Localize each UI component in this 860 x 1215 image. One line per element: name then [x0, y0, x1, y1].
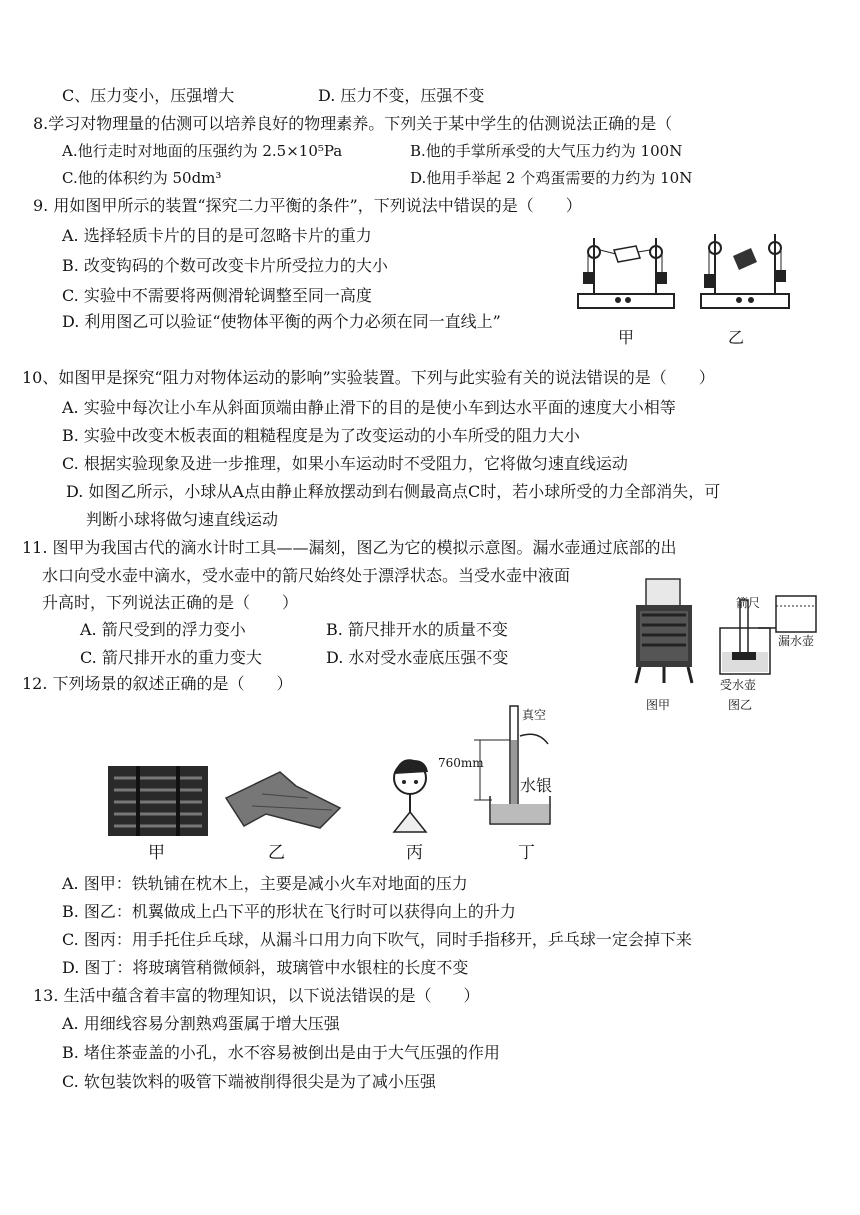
q13-stem: 13. 生活中蕴含着丰富的物理知识，以下说法错误的是（ ） [33, 986, 480, 1005]
q11-option-c: C. 箭尺排开水的重力变大 [80, 648, 262, 667]
q12-caption-yi: 乙 [268, 843, 285, 863]
q13-option-a: A. 用细线容易分割熟鸡蛋属于增大压强 [62, 1014, 340, 1033]
q12-label-height: 760mm [438, 756, 484, 770]
q12-label-mercury: 水银 [520, 776, 553, 795]
q12-figure-bing-funnel [380, 758, 444, 840]
q11-stem-line1: 11. 图甲为我国古代的滴水计时工具——漏刻，图乙为它的模拟示意图。漏水壶通过底部的出 [22, 538, 677, 557]
q9-option-c: C. 实验中不需要将两侧滑轮调整至同一高度 [62, 286, 372, 305]
q13-option-b: B. 堵住茶壶盖的小孔，水不容易被倒出是由于大气压强的作用 [62, 1043, 500, 1062]
q11-label-jianchi: 箭尺 [736, 596, 761, 610]
q12-option-b: B. 图乙：机翼做成上凸下平的形状在飞行时可以获得向上的升力 [62, 902, 516, 921]
q12-figure-jia-railway [108, 766, 208, 836]
q10-option-b: B. 实验中改变木板表面的粗糙程度是为了改变运动的小车所受的阻力大小 [62, 426, 580, 445]
q7-option-d: D. 压力不变，压强不变 [318, 86, 485, 105]
q9-option-a: A. 选择轻质卡片的目的是可忽略卡片的重力 [62, 226, 372, 245]
q11-label-shoushui: 受水壶 [720, 678, 757, 692]
q12-caption-ding: 丁 [518, 843, 535, 863]
q9-stem: 9. 用如图甲所示的装置“探究二力平衡的条件”，下列说法中错误的是（ ） [33, 196, 582, 215]
q8-stem: 8.学习对物理量的估测可以培养良好的物理素养。下列关于某中学生的估测说法正确的是（ [33, 114, 673, 133]
q10-stem: 10、如图甲是探究“阻力对物体运动的影响”实验装置。下列与此实验有关的说法错误的是（ ） [22, 368, 715, 387]
q12-figure-yi-wing [222, 768, 342, 838]
q11-figure-jia [630, 575, 700, 690]
q7-option-c: C、压力变小，压强增大 [62, 86, 235, 105]
q9-figure-jia [570, 228, 680, 320]
q10-option-d-line2: 判断小球将做匀速直线运动 [86, 510, 279, 529]
q10-option-c: C. 根据实验现象及进一步推理，如果小车运动时不受阻力，它将做匀速直线运动 [62, 454, 628, 473]
q10-option-a: A. 实验中每次让小车从斜面顶端由静止滑下的目的是使小车到达水平面的速度大小相等 [62, 398, 676, 417]
q12-stem: 12. 下列场景的叙述正确的是（ ） [22, 674, 293, 693]
q9-caption-yi: 乙 [728, 328, 745, 347]
q11-caption-yi: 图乙 [728, 698, 753, 712]
q13-option-c: C. 软包装饮料的吸管下端被削得很尖是为了减小压强 [62, 1072, 436, 1091]
q12-option-c: C. 图丙：用手托住乒乓球，从漏斗口用力向下吹气，同时手指移开，乒乓球一定会掉下来 [62, 930, 692, 949]
q12-label-vacuum: 真空 [522, 708, 547, 722]
q11-caption-jia: 图甲 [646, 698, 671, 712]
q12-caption-bing: 丙 [406, 843, 423, 863]
q12-option-d: D. 图丁：将玻璃管稍微倾斜，玻璃管中水银柱的长度不变 [62, 958, 469, 977]
q8-option-c: C.他的体积约为 50dm³ [62, 169, 222, 187]
q10-option-d-line1: D. 如图乙所示，小球从A点由静止释放摆动到右侧最高点C时，若小球所受的力全部消失，可 [66, 482, 721, 501]
q8-option-d: D.他用手举起 2 个鸡蛋需要的力约为 10N [410, 169, 693, 187]
q8-option-a: A.他行走时对地面的压强约为 2.5×10⁵Pa [62, 142, 343, 160]
q12-option-a: A. 图甲：铁轨铺在枕木上，主要是减小火车对地面的压力 [62, 874, 468, 893]
q9-figure-yi [695, 228, 795, 320]
q9-option-d: D. 利用图乙可以验证“使物体平衡的两个力必须在同一直线上” [62, 312, 501, 331]
q8-option-b: B.他的手掌所承受的大气压力约为 100N [410, 142, 683, 160]
q12-caption-jia: 甲 [148, 843, 165, 863]
q9-option-b: B. 改变钩码的个数可改变卡片所受拉力的大小 [62, 256, 388, 275]
q11-stem-line3: 升高时，下列说法正确的是（ ） [42, 593, 299, 612]
q11-option-b: B. 箭尺排开水的质量不变 [326, 620, 508, 639]
q9-caption-jia: 甲 [618, 328, 635, 347]
q11-option-a: A. 箭尺受到的浮力变小 [80, 620, 246, 639]
q11-stem-line2: 水口向受水壶中滴水，受水壶中的箭尺始终处于漂浮状态。当受水壶中液面 [42, 566, 571, 585]
q11-option-d: D. 水对受水壶底压强不变 [326, 648, 509, 667]
q11-label-loushui: 漏水壶 [778, 634, 815, 648]
